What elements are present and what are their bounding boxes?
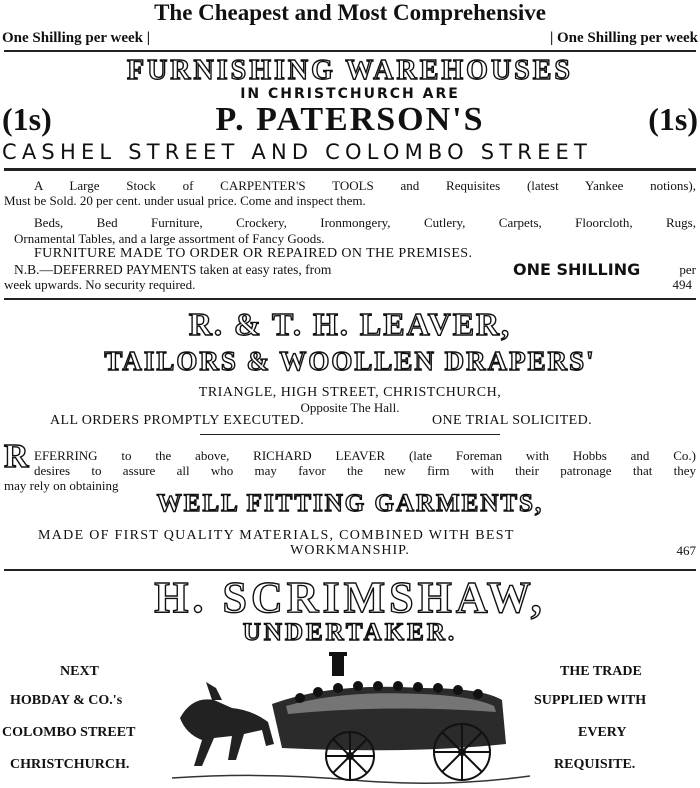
left-line-3: COLOMBO STREET	[2, 725, 136, 740]
horse-icon	[180, 682, 274, 766]
merchant-name: P. PATERSON'S	[215, 101, 485, 138]
tailor-name: R. & T. H. LEAVER,	[188, 306, 512, 342]
tailor-garments: WELL FITTING GARMENTS,	[156, 490, 544, 517]
nb-emphasis: ONE SHILLING	[513, 260, 641, 279]
nb-line	[14, 262, 331, 278]
nb-text: N.B.—DEFERRED PAYMENTS taken at easy rates, from	[14, 262, 332, 277]
ad-number: 467	[676, 543, 696, 558]
divider	[4, 298, 696, 300]
furniture-line: FURNITURE MADE TO ORDER OR REPAIRED ON THE PREMISES.	[34, 246, 473, 261]
left-line-1: NEXT	[60, 664, 99, 679]
para1-line2: Must be Sold. 20 per cent. under usual price. Come and inspect them.	[4, 193, 366, 208]
right-line-4: REQUISITE.	[554, 757, 636, 772]
para2-line2: Ornamental Tables, and a large assortment of Fancy Goods.	[14, 231, 325, 246]
shilling-right: | One Shilling per week	[549, 30, 698, 46]
tailor-trial: ONE TRIAL SOLICITED.	[432, 413, 593, 428]
headline: The Cheapest and Most Comprehensive	[154, 0, 546, 25]
tailor-opposite: Opposite The Hall.	[300, 400, 400, 415]
carriage-icon	[272, 652, 506, 750]
location-line: IN CHRISTCHURCH ARE	[240, 86, 460, 102]
para1-line1: A Large Stock of CARPENTER'S TOOLS and Requisites (latest Yankee notions),	[34, 178, 696, 193]
divider	[4, 168, 696, 171]
tailor-trade: TAILORS & WOOLLEN DRAPERS'	[104, 346, 596, 376]
nb-per: per	[679, 262, 696, 277]
drop-cap: R	[4, 438, 29, 475]
tailor-para-line1: EFERRING to the above, RICHARD LEAVER (late Foreman with Hobbs and Co.)	[34, 448, 696, 463]
shilling-left: One Shilling per week |	[2, 30, 151, 46]
para2-line1: Beds, Bed Furniture, Crockery, Ironmongery, Cutlery, Carpets, Floorcloth, Rugs,	[34, 215, 696, 230]
street-line: CASHEL STREET AND COLOMBO STREET	[2, 140, 593, 164]
divider-short	[200, 434, 500, 435]
left-line-4: CHRISTCHURCH.	[10, 757, 130, 772]
tailor-address: TRIANGLE, HIGH STREET, CHRISTCHURCH,	[198, 385, 502, 400]
tailor-para-line2: desires to assure all who may favor the new firm with their patronage that they	[34, 463, 696, 478]
tailor-workmanship: WORKMANSHIP.	[290, 543, 410, 558]
divider	[4, 569, 696, 571]
undertaker-name: H. SCRIMSHAW,	[154, 573, 546, 622]
ad-number: 494	[672, 277, 692, 292]
price-right: (1s)	[648, 101, 698, 137]
tailor-materials: MADE OF FIRST QUALITY MATERIALS, COMBINED WITH BEST	[38, 528, 515, 543]
tailor-para-line3: may rely on obtaining	[4, 478, 119, 493]
tailor-orders: ALL ORDERS PROMPTLY EXECUTED.	[50, 413, 305, 428]
price-left: (1s)	[2, 101, 52, 137]
right-line-2: SUPPLIED WITH	[534, 693, 647, 708]
undertaker-trade: UNDERTAKER.	[242, 619, 458, 646]
right-line-3: EVERY	[578, 725, 627, 740]
nb-line2: week upwards. No security required.	[4, 277, 196, 292]
hearse-illustration	[172, 648, 530, 788]
right-line-1: THE TRADE	[560, 664, 642, 679]
divider	[4, 50, 696, 52]
left-line-2: HOBDAY & CO.'s	[10, 693, 123, 708]
banner-furnishing-warehouses: FURNISHING WAREHOUSES	[126, 55, 574, 86]
